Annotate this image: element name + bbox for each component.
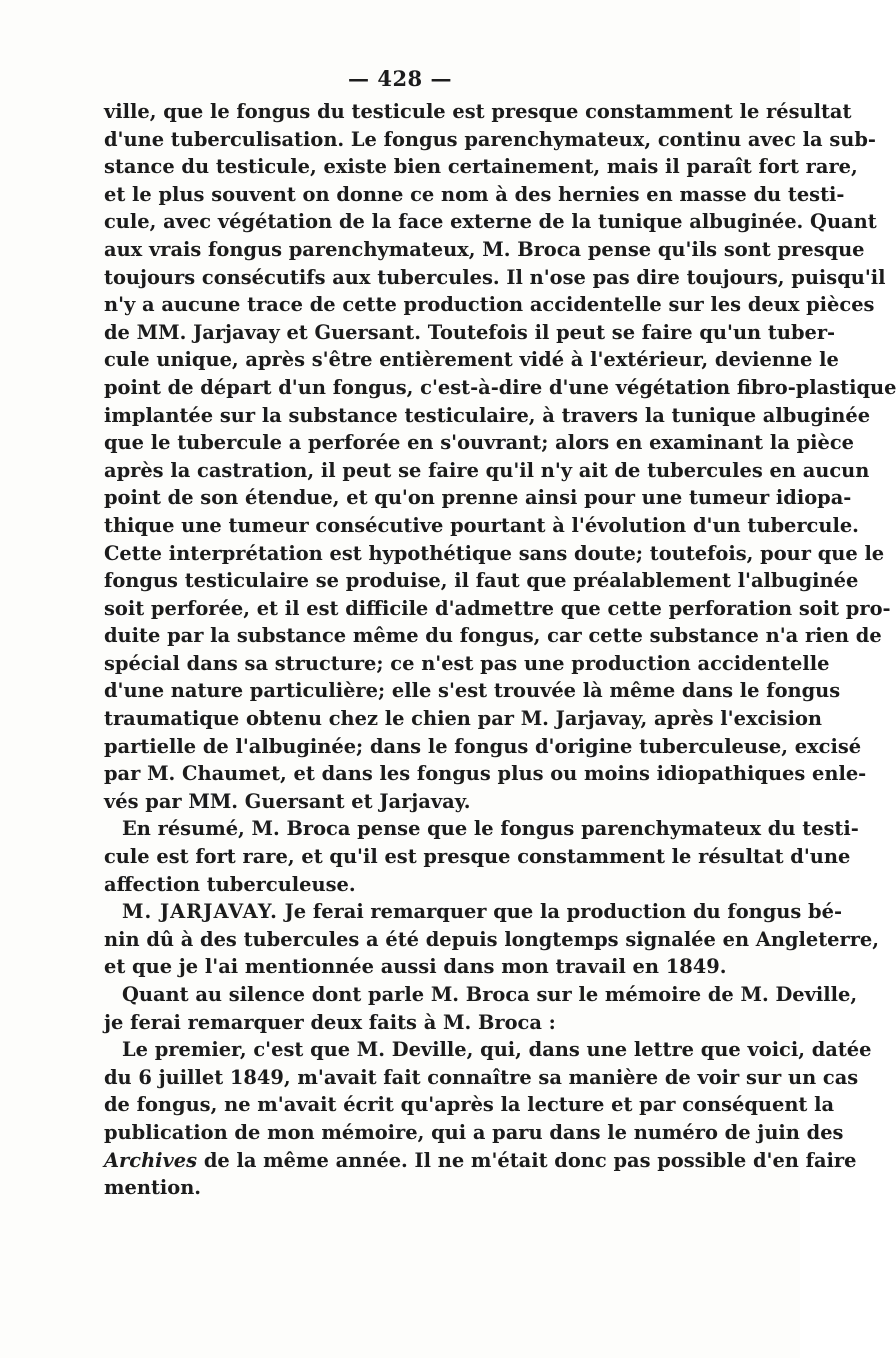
text-line: de MM. Jarjavay et Guersant. Toutefois il peut se faire qu'un tuber-: [104, 320, 836, 344]
text-line: spécial dans sa structure; ce n'est pas une production accidentelle: [104, 651, 830, 675]
text-line: Le premier, c'est que M. Deville, qui, dans une lettre que voici, datée: [122, 1038, 872, 1062]
speaker-name: M. JARJAVAY.: [122, 900, 278, 924]
text-line: ville, que le fongus du testicule est presque constamment le résultat: [104, 100, 852, 123]
text-line: et que je l'ai mentionnée aussi dans mon travail en 1849.: [104, 955, 727, 979]
text-line: d'une tuberculisation. Le fongus parenchymateux, continu avec la sub-: [104, 127, 876, 151]
text-line: de fongus, ne m'avait écrit qu'après la lecture et par conséquent la: [104, 1093, 835, 1117]
text-line: publication de mon mémoire, qui a paru dans le numéro de juin des: [104, 1120, 844, 1144]
text-line: et le plus souvent on donne ce nom à des hernies en masse du testi-: [104, 182, 845, 206]
text-line: implantée sur la substance testiculaire, à travers la tunique albuginée: [104, 403, 871, 427]
text-line: affection tuberculeuse.: [104, 872, 356, 896]
journal-title: Archives: [104, 1148, 198, 1172]
text-line: thique une tumeur consécutive pourtant à l'évolution d'un tubercule.: [104, 513, 859, 537]
text-line: duite par la substance même du fongus, car cette substance n'a rien de: [104, 624, 882, 648]
text-line: Quant au silence dont parle M. Broca sur le mémoire de M. Deville,: [122, 983, 858, 1006]
text-line: n'y a aucune trace de cette production accidentelle sur les deux pièces: [104, 293, 875, 317]
body-text: [104, 98, 896, 1202]
page-number: — 428 —: [348, 66, 452, 91]
text-line: partielle de l'albuginée; dans le fongus d'origine tuberculeuse, excisé: [104, 734, 862, 758]
text-line: Cette interprétation est hypothétique sans doute; toutefois, pour que le: [104, 541, 885, 565]
text-line: fongus testiculaire se produise, il faut que préalablement l'albuginée: [104, 569, 859, 593]
text-line: point de son étendue, et qu'on prenne ainsi pour une tumeur idiopa-: [104, 486, 852, 510]
text-line: cule, avec végétation de la face externe de la tunique albuginée. Quant: [104, 210, 877, 234]
text-line: En résumé, M. Broca pense que le fongus parenchymateux du testi-: [122, 817, 859, 841]
text-line: d'une nature particulière; elle s'est trouvée là même dans le fongus: [104, 679, 841, 703]
text-line: vés par MM. Guersant et Jarjavay.: [104, 789, 471, 813]
speaker-line-text: Je ferai remarquer que la production du fongus bé-: [284, 900, 842, 924]
italic-line: [104, 1147, 857, 1175]
text-line: soit perforée, et il est difficile d'admettre que cette perforation soit pro-: [104, 596, 891, 620]
text-line: stance du testicule, existe bien certainement, mais il paraît fort rare,: [104, 155, 858, 179]
text-line: après la castration, il peut se faire qu'il n'y ait de tubercules en aucun: [104, 458, 870, 482]
text-line: par M. Chaumet, et dans les fongus plus ou moins idiopathiques enle-: [104, 762, 867, 786]
text-line: cule est fort rare, et qu'il est presque constamment le résultat d'une: [104, 845, 851, 869]
text-line: cule unique, après s'être entièrement vidé à l'extérieur, devienne le: [104, 348, 839, 372]
text-line: que le tubercule a perforée en s'ouvrant; alors en examinant la pièce: [104, 431, 854, 455]
italic-line-text: de la même année. Il ne m'était donc pas possible d'en faire: [203, 1148, 857, 1172]
text-line: nin dû à des tubercules a été depuis longtemps signalée en Angleterre,: [104, 927, 880, 951]
text-line: mention.: [104, 1176, 202, 1200]
speaker-line: [104, 898, 842, 926]
text-line: je ferai remarquer deux faits à M. Broca :: [104, 1010, 556, 1034]
text-line: du 6 juillet 1849, m'avait fait connaître sa manière de voir sur un cas: [104, 1065, 859, 1089]
text-line: point de départ d'un fongus, c'est-à-dire d'une végétation fibro-plastique: [104, 375, 896, 399]
text-line: toujours consécutifs aux tubercules. Il n'ose pas dire toujours, puisqu'il: [104, 265, 886, 289]
text-line: aux vrais fongus parenchymateux, M. Broca pense qu'ils sont presque: [104, 237, 865, 261]
text-line: traumatique obtenu chez le chien par M. Jarjavay, après l'excision: [104, 707, 822, 731]
